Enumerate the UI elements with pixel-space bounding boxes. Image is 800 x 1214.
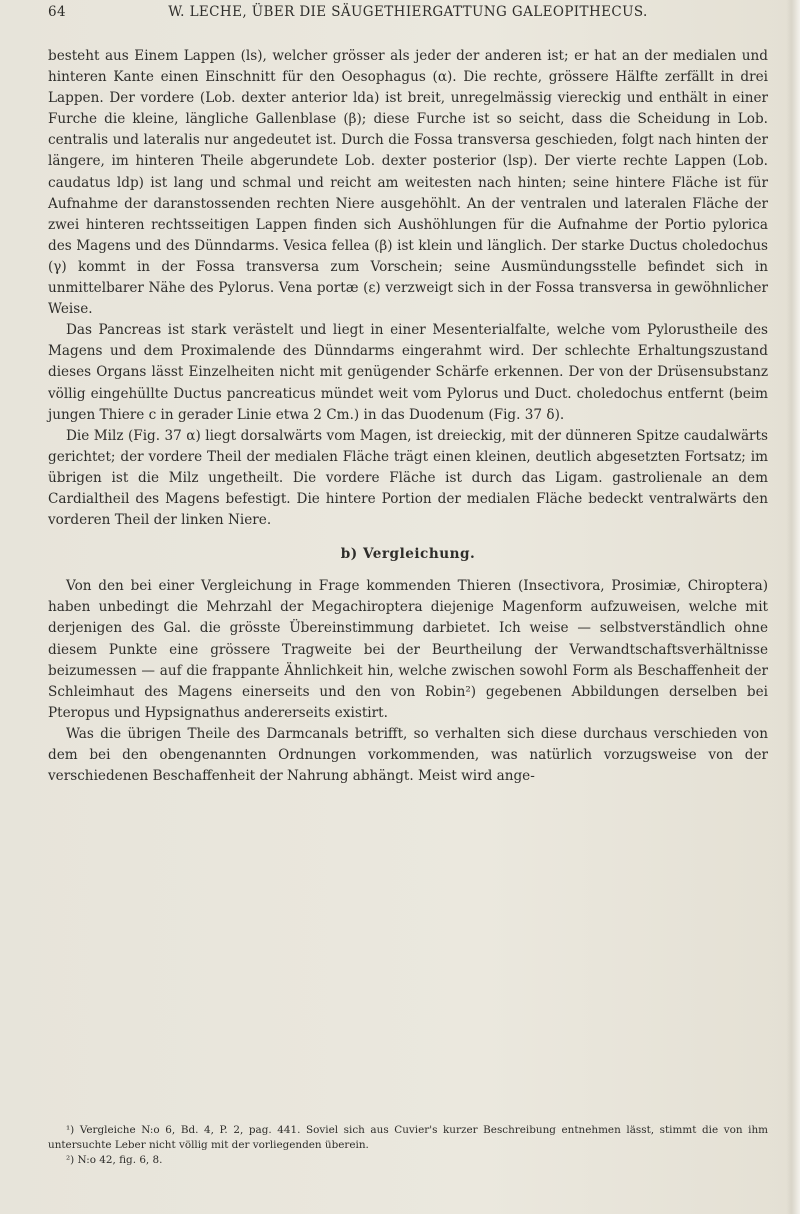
footnotes xyxy=(48,1123,768,1168)
running-header xyxy=(48,4,768,26)
section-heading: b) Vergleichung. xyxy=(340,546,476,563)
paragraph-intestine: Was die übrigen Theile des Darmcanals betrifft, so verhalten sich diese durchaus verschieden von dem bei den obengenannten Ordnungen vorkommenden, was natürlich vorzugsweise von der verschiedenen Beschaffenheit der Nahrung abhängt. Meist wird ange- xyxy=(48,725,768,785)
running-title: W. LECHE, ÜBER DIE SÄUGETHIERGATTUNG GALEOPITHECUS. xyxy=(168,4,648,20)
paragraph-liver: besteht aus Einem Lappen (ls), welcher grösser als jeder der anderen ist; er hat an der medialen und hinteren Kante einen Einschnitt für den Oesophagus (α). Die rechte, grössere Hälfte zerfällt in drei Lappen. Der vordere (Lob. dexter anterior lda) ist breit, unregelmässig viereckig und enthält in einer Furche die kleine, längliche Gallenblase (β); diese Furche ist so seicht, dass die Scheidung in Lob. centralis und lateralis nur angedeutet ist. Durch die Fossa transversa geschieden, folgt nach hinten der längere, im hinteren Theile abgerundete Lob. dexter posterior (lsp). Der vierte rechte Lappen (Lob. caudatus ldp) ist lang und schmal und reicht am weitesten nach hinten; seine hintere Fläche ist für Aufnahme der daranstossenden rechten Niere ausgehöhlt. An der ventralen und lateralen Fläche der zwei hinteren rechtsseitigen Lappen finden sich Aushöhlungen für die Aufnahme der Portio pylorica des Magens und des Dünndarms. Vesica fellea (β) ist klein und länglich. Der starke Ductus choledochus (γ) kommt in der Fossa transversa zum Vorschein; seine Ausmündungsstelle befindet sich in unmittelbarer Nähe des Pylorus. Vena portæ (ε) verzweigt sich in der Fossa transversa in gewöhnlicher Weise. xyxy=(48,48,768,318)
footnote-1: ¹) Vergleiche N:o 6, Bd. 4, P. 2, pag. 441. Soviel sich aus Cuvier's kurzer Beschreibung entnehmen lässt, stimmt die von ihm untersuchte Leber nicht völlig mit der vorliegenden überein. xyxy=(48,1124,768,1151)
main-text xyxy=(48,46,768,787)
footnote-2: ²) N:o 42, fig. 6, 8. xyxy=(66,1154,163,1166)
paragraph-spleen: Die Milz (Fig. 37 α) liegt dorsalwärts vom Magen, ist dreieckig, mit der dünneren Spitze caudalwärts gerichtet; der vordere Theil der medialen Fläche trägt einen kleinen, deutlich abgesetzten Fortsatz; im übrigen ist die Milz ungetheilt. Die vordere Fläche ist durch das Ligam. gastrolienale an dem Cardialtheil des Magens befestigt. Die hintere Portion der medialen Fläche bedeckt ventralwärts den vorderen Theil der linken Niere. xyxy=(48,427,768,529)
page-number: 64 xyxy=(48,4,66,20)
page-edge-shadow xyxy=(786,0,800,1214)
paragraph-pancreas: Das Pancreas ist stark verästelt und liegt in einer Mesenterialfalte, welche vom Pylorustheile des Magens und dem Proximalende des Dünndarms eingerahmt wird. Der schlechte Erhaltungszustand dieses Organs lässt Einzelheiten nicht mit genügender Schärfe erkennen. Der von der Drüsensubstanz völlig eingehüllte Ductus pancreaticus mündet weit vom Pylorus und Duct. choledochus entfernt (beim jungen Thiere c in gerader Linie etwa 2 Cm.) in das Duodenum (Fig. 37 δ). xyxy=(48,322,768,423)
paragraph-comparison: Von den bei einer Vergleichung in Frage kommenden Thieren (Insectivora, Prosimiæ, Chiroptera) haben unbedingt die Mehrzahl der Megachiroptera diejenige Magenform aufzuweisen, welche mit derjenigen des Gal. die grösste Übereinstimmung darbietet. Ich weise — selbstverständlich ohne diesem Punkte eine grössere Tragweite bei der Beurtheilung der Verwandtschaftsverhältnisse beizumessen — auf die frappante Ähnlichkeit hin, welche zwischen sowohl Form als Beschaffenheit der Schleimhaut des Magens einerseits und den von Robin²) gegebenen Abbildungen derselben bei Pteropus und Hypsignathus andererseits existirt. xyxy=(48,578,768,721)
